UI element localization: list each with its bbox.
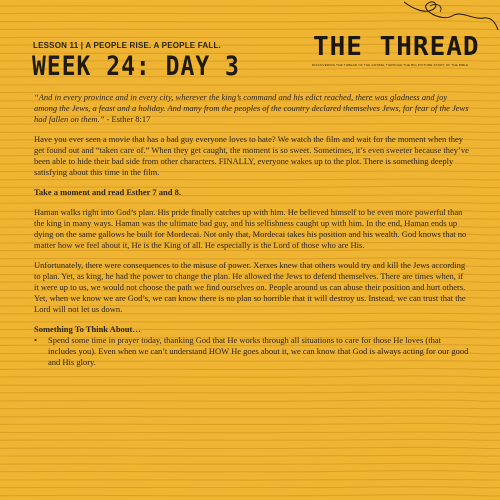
brand-tagline: DISCOVERING THE THREAD OF THE GOSPEL THROUGH THE BIG PICTURE STORY OF THE BIBLE xyxy=(312,63,469,67)
brand-title: THE THREAD xyxy=(313,32,480,62)
week-day-title: WEEK 24: DAY 3 xyxy=(32,52,240,82)
think-heading: Something To Think About… xyxy=(34,324,141,334)
scripture-quote xyxy=(34,92,469,125)
paragraph-haman: Haman walks right into God’s plan. His pride finally catches up with him. He believed himself to be even more powerful than the king in many ways. Haman was the ultimate bad guy, and his selfishness caught up with him. In the end, Haman ends up dying on the same gallows he built for Mordecai. Not only that, Mordecai takes his position and his wealth. God knows that no matter how we feel about it, He is the King of all. He especially is the Lord of those who are His. xyxy=(34,207,467,250)
quote-reference: - Esther 8:17 xyxy=(104,114,151,124)
bullet-text: Spend some time in prayer today, thanking God that He works through all situations to care for those He loves (that includes you). Even when we can’t understand HOW He goes about it, we can know that God is always acting for our good and His glory. xyxy=(48,335,469,367)
paragraph-consequences: Unfortunately, there were consequences to the misuse of power. Xerxes knew that others would try and kill the Jews according to plan. Yet, as king, he had the power to change the plan. He allowed the Jews to defend themselves. There are times when, if it were up to us, we would not choose the path we find ourselves on. People around us can abuse their position and hurt others. Yet, when we know we are God’s, we can know there is no plan so horrible that it will destroy us. Instead, we can trust that the Lord will not let us down. xyxy=(34,260,466,314)
lesson-label: LESSON 11 | A PEOPLE RISE. A PEOPLE FALL. xyxy=(33,41,221,50)
bullet-icon: • xyxy=(34,335,37,345)
body-text xyxy=(34,92,469,368)
paragraph-intro: Have you ever seen a movie that has a bad guy everyone loves to hate? We watch the film and wait for the moment when they get found out and “taken care of.” When they get caught, the moment is so sweet. Sometimes, it’s even sweeter because they’ve been able to hide their bad side from other characters. FINALLY, everyone wakes up to the plot. There is something deeply satisfying about this time in the film. xyxy=(34,134,469,177)
list-item xyxy=(34,335,469,368)
quote-text: “And in every province and in every city, wherever the king’s command and his edict reached, there was gladness and joy among the Jews, a feast and a holiday. And many from the peoples of the country declared themselves Jews, for fear of the Jews had fallen on them.” xyxy=(34,92,469,124)
reading-instruction: Take a moment and read Esther 7 and 8. xyxy=(34,187,181,197)
